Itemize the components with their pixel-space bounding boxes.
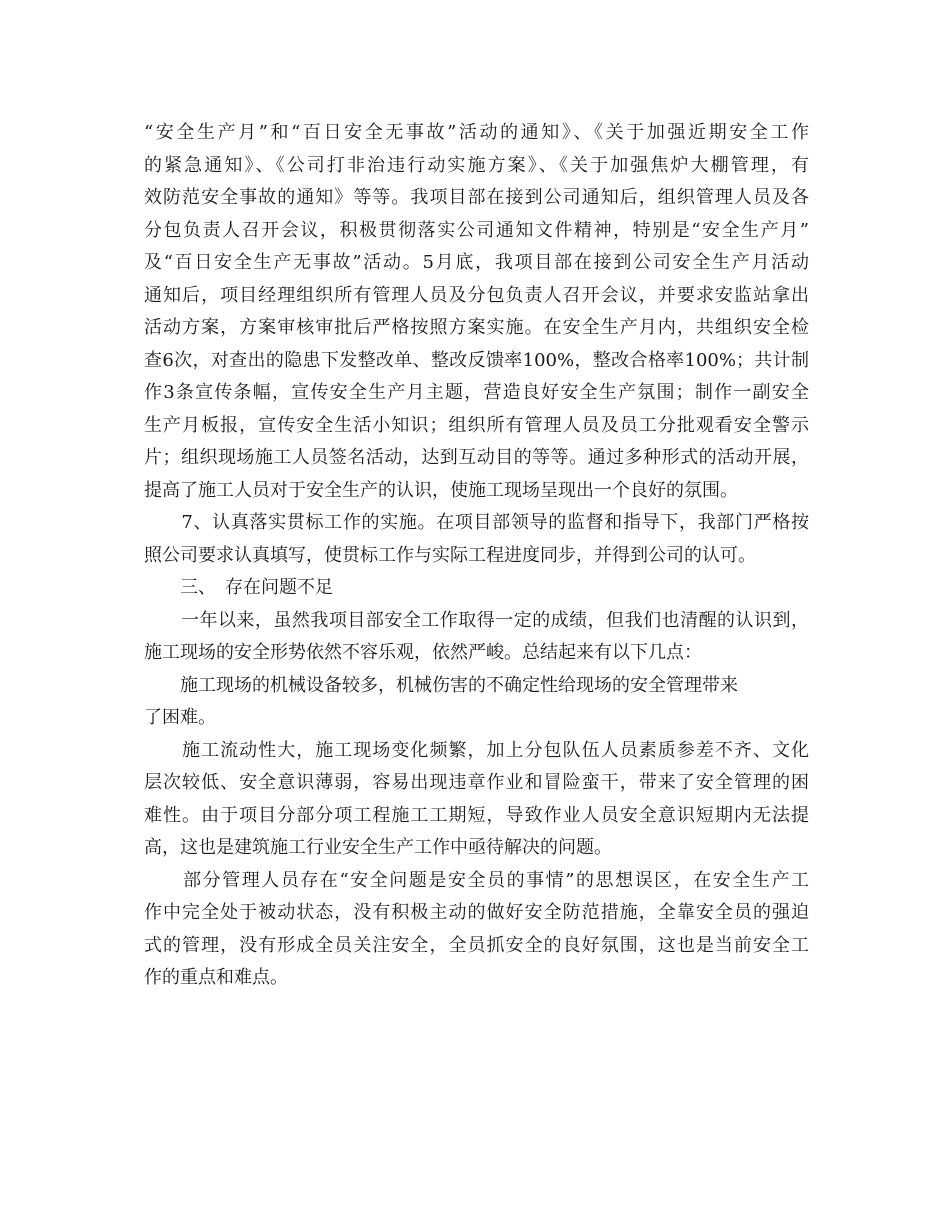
text-line: 一年以来，虽然我项目部安全工作取得一定的成绩，但我们也清醒的认识到， — [144, 609, 809, 631]
text-line: “安全生产月”和“百日安全无事故”活动的通知》、《关于加强近期安全工作 — [144, 122, 809, 143]
text-line: 7、认真落实贯标工作的实施。在项目部领导的监督和指导下，我部门严格按 — [144, 512, 809, 533]
text-line: 作中完全处于被动状态，没有积极主动的做好安全防范措施，全靠安全员的强迫 — [144, 902, 809, 923]
text-line: 照公司要求认真填写，使贯标工作与实际工程进度同步，并得到公司的认可。 — [144, 544, 756, 566]
text-line: 施工流动性大，施工现场变化频繁，加上分包队伍人员素质参差不齐、文化 — [144, 739, 809, 761]
text-line: 效防范安全事故的通知》等等。我项目部在接到公司通知后，组织管理人员及各 — [144, 187, 809, 208]
document-body — [144, 117, 809, 995]
text-line: 式的管理，没有形成全员关注安全，全员抓安全的良好氛围，这也是当前安全工 — [144, 934, 809, 956]
text-line: 的紧急通知》、《公司打非治违行动实施方案》、《关于加强焦炉大棚管理，有 — [144, 154, 809, 176]
paragraph-management-misconception — [144, 865, 809, 995]
text-line: 作3条宣传条幅，宣传安全生产月主题，营造良好安全生产氛围；制作一副安全 — [144, 382, 809, 403]
text-line: 部分管理人员存在“安全问题是安全员的事情”的思想误区，在安全生产工 — [144, 869, 809, 891]
text-line: 通知后，项目经理组织所有管理人员及分包负责人召开会议，并要求安监站拿出 — [144, 284, 809, 306]
text-line: 提高了施工人员对于安全生产的认识，使施工现场呈现出一个良好的氛围。 — [144, 479, 738, 501]
text-line: 施工现场的机械设备较多，机械伤害的不确定性给现场的安全管理带来 — [144, 674, 738, 696]
text-line: 及“百日安全生产无事故”活动。5月底，我项目部在接到公司安全生产月活动 — [144, 252, 809, 273]
text-line: 查6次，对查出的隐患下发整改单、整改反馈率100%，整改合格率100%；共计制 — [144, 349, 809, 371]
paragraph-item-7 — [144, 507, 809, 572]
text-line: 高，这也是建筑施工行业安全生产工作中亟待解决的问题。 — [144, 837, 612, 858]
section-heading-text: 三、 存在问题不足 — [144, 577, 333, 598]
text-line: 层次较低、安全意识薄弱，容易出现违章作业和冒险蛮干，带来了安全管理的困 — [144, 772, 809, 793]
section-heading-problems — [144, 572, 809, 605]
text-line: 活动方案，方案审核审批后严格按照方案实施。在安全生产月内，共组织安全检 — [144, 317, 809, 338]
text-line: 了困难。 — [144, 707, 216, 728]
text-line: 作的重点和难点。 — [144, 967, 288, 988]
text-line: 施工现场的安全形势依然不容乐观，依然严峻。总结起来有以下几点： — [144, 642, 702, 663]
paragraph-machinery — [144, 670, 809, 735]
text-line: 难性。由于项目分部分项工程施工工期短，导致作业人员安全意识短期内无法提 — [144, 804, 809, 826]
paragraph-safety-month-activities — [144, 117, 809, 507]
paragraph-mobility — [144, 735, 809, 865]
text-line: 分包负责人召开会议，积极贯彻落实公司通知文件精神，特别是“安全生产月” — [144, 219, 809, 241]
paragraph-problems-intro — [144, 605, 809, 670]
text-line: 生产月板报，宣传安全生活小知识；组织所有管理人员及员工分批观看安全警示 — [144, 414, 809, 436]
text-line: 片；组织现场施工人员签名活动，达到互动目的等等。通过多种形式的活动开展， — [144, 447, 809, 468]
